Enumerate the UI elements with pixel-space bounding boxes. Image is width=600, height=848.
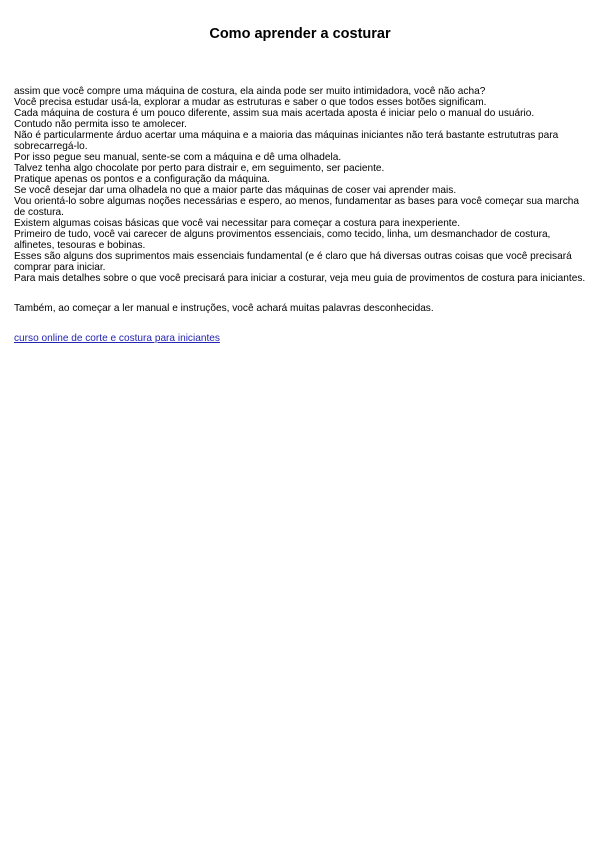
paragraph-line: Você precisa estudar usá-la, explorar a mudar as estruturas e saber o que todos esses botões significam. [14, 97, 487, 108]
paragraph-line: Para mais detalhes sobre o que você precisará para iniciar a costurar, veja meu guia de provimentos de costura para iniciantes. [14, 273, 586, 284]
paragraph-spacer [14, 314, 589, 333]
paragraph-line: assim que você compre uma máquina de costura, ela ainda pode ser muito intimidadora, você não acha? [14, 86, 486, 97]
paragraph-line: Cada máquina de costura é um pouco diferente, assim sua mais acertada aposta é iniciar pelo o manual do usuário. [14, 108, 535, 119]
paragraph-line: Talvez tenha algo chocolate por perto para distrair e, em seguimento, ser paciente. [14, 163, 385, 174]
paragraph-line: Primeiro de tudo, você vai carecer de alguns provimentos essenciais, como tecido, linha, um desmanchador de costura, alfinetes, tesouras e bobinas. [14, 229, 551, 251]
paragraph-line: Não é particularmente árduo acertar uma máquina e a maioria das máquinas iniciantes não terá bastante estrututras para sobrecarregá-lo. [14, 130, 559, 152]
paragraph-line: Pratique apenas os pontos e a configuração da máquina. [14, 174, 270, 185]
paragraph-line: Contudo não permita isso te amolecer. [14, 119, 187, 130]
paragraph-line: Por isso pegue seu manual, sente-se com a máquina e dê uma olhadela. [14, 152, 342, 163]
page-title: Como aprender a costurar [209, 26, 391, 42]
link-line [14, 333, 589, 344]
paragraph-line: Se você desejar dar uma olhadela no que a maior parte das máquinas de coser vai aprender mais. [14, 185, 457, 196]
paragraph-line: Vou orientá-lo sobre algumas noções necessárias e espero, ao menos, fundamentar as bases para você começar sua marcha de costura. [14, 196, 580, 218]
paragraph-line: Esses são alguns dos suprimentos mais essenciais fundamental (e é claro que há diversas outras coisas que você precisará comprar para iniciar. [14, 251, 572, 273]
closing-line: Também, ao começar a ler manual e instruções, você achará muitas palavras desconhecidas. [14, 303, 434, 314]
course-link[interactable]: curso online de corte e costura para iniciantes [14, 333, 220, 344]
paragraph-spacer [14, 284, 589, 303]
paragraph-line: Existem algumas coisas básicas que você vai necessitar para começar a costura para inexperiente. [14, 218, 461, 229]
document-body [14, 86, 589, 344]
